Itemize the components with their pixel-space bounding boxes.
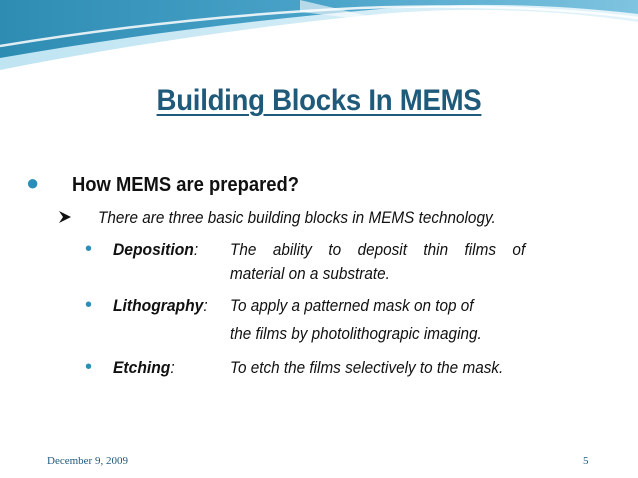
term-colon: : xyxy=(193,240,199,259)
slide-title: Building Blocks In MEMS xyxy=(156,84,482,117)
term-colon: : xyxy=(170,358,175,377)
description-lithography-line-1: To apply a patterned mask on top of xyxy=(230,296,474,315)
bullet-dot-icon: • xyxy=(85,294,93,316)
description-deposition-line-2: material on a substrate. xyxy=(230,264,390,283)
main-point-text: How MEMS are prepared? xyxy=(72,174,299,196)
term-colon: : xyxy=(203,296,208,315)
sub-point-text: There are three basic building blocks in MEMS technology. xyxy=(98,208,496,227)
arrow-bullet-icon xyxy=(58,210,72,224)
term-lithography: Lithography xyxy=(113,296,204,315)
term-deposition: Deposition xyxy=(113,240,194,259)
footer-date: December 9, 2009 xyxy=(47,455,128,467)
description-lithography-line-2: the films by photolithograpic imaging. xyxy=(230,324,482,343)
header-wave-decoration xyxy=(0,0,638,75)
bullet-dot-icon: ● xyxy=(26,170,40,195)
description-etching-line-1: To etch the films selectively to the mask. xyxy=(230,358,504,377)
bullet-dot-icon: • xyxy=(85,238,93,260)
description-deposition-line-1: The ability to deposit thin films of xyxy=(230,240,526,259)
term-etching: Etching xyxy=(113,358,171,377)
bullet-dot-icon: • xyxy=(85,356,93,378)
page-number: 5 xyxy=(583,455,589,467)
